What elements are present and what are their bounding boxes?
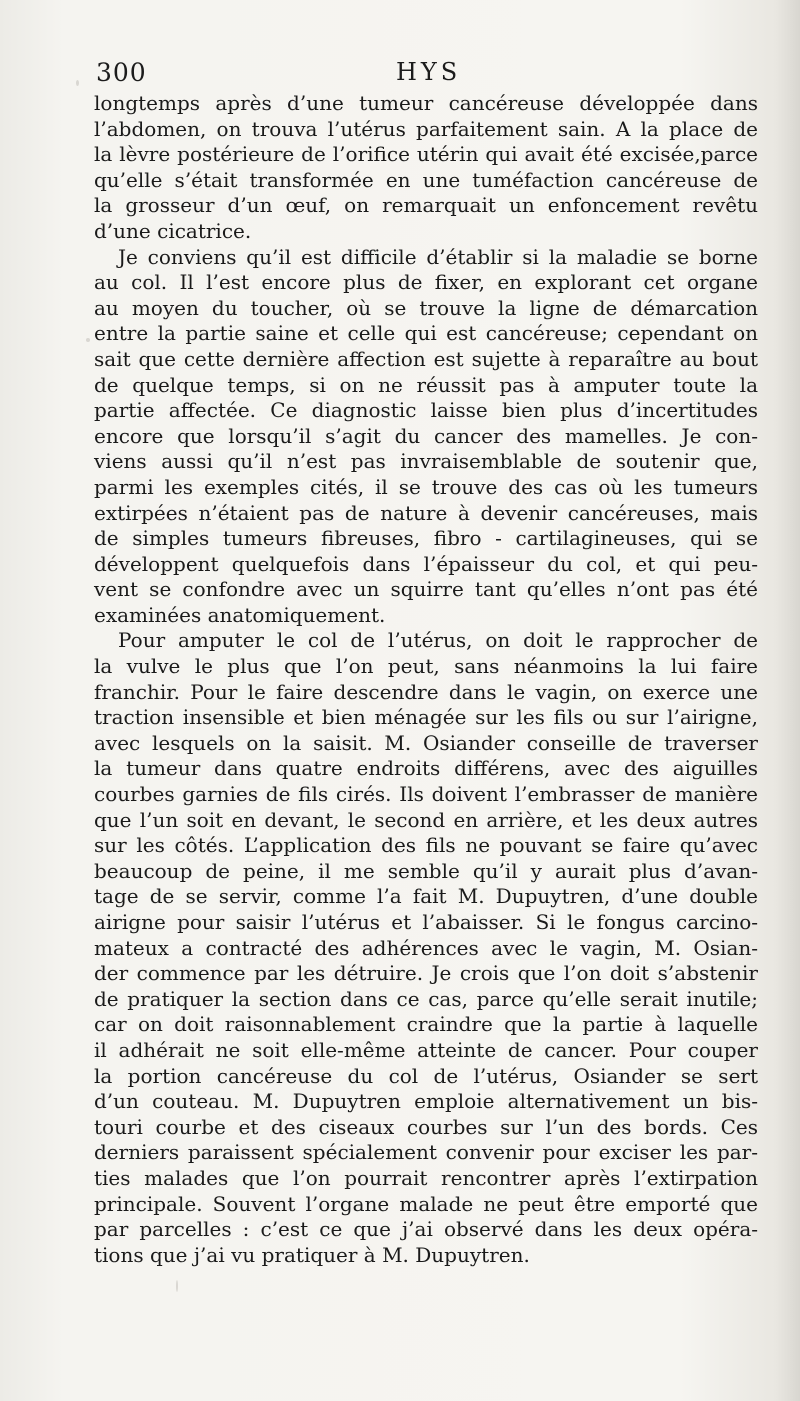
text-line: par parcelles : c’est ce que j’ai observé dans les deux opéra- <box>94 1217 758 1242</box>
text-line: de pratiquer la section dans ce cas, parce qu’elle serait inutile; <box>94 986 758 1011</box>
text-line: qu’elle s’était transformée en une tuméfaction cancéreuse de <box>94 167 758 192</box>
text-line: airigne pour saisir l’utérus et l’abaisser. Si le fongus carcino- <box>94 910 758 934</box>
text-line: développent quelquefois dans l’épaisseur du col, et qui peu- <box>94 551 758 576</box>
text-line: au moyen du toucher, où se trouve la ligne de démarcation <box>94 295 758 320</box>
text-line: tage de se servir, comme l’a fait M. Dupuytren, d’une double <box>94 884 758 909</box>
text-line: longtemps après d’une tumeur cancéreuse développée dans <box>94 91 758 115</box>
ink-speck <box>86 338 90 342</box>
text-line: parmi les exemples cités, il se trouve des cas où les tumeurs <box>94 474 758 499</box>
text-line: la portion cancéreuse du col de l’utérus, Osiander se sert <box>94 1063 758 1088</box>
text-line: sur les côtés. L’application des fils ne pouvant se faire qu’avec <box>94 833 758 858</box>
text-line: examinées anatomiquement. <box>94 602 386 627</box>
text-line: sait que cette dernière affection est sujette à reparaître au bout <box>94 346 758 371</box>
ink-speck <box>176 1280 178 1292</box>
text-line: la vulve le plus que l’on peut, sans néanmoins la lui faire <box>94 654 758 679</box>
text-line: vent se confondre avec un squirre tant qu’elles n’ont pas été <box>94 577 758 602</box>
text-line: partie affectée. Ce diagnostic laisse bien plus d’incertitudes <box>94 398 758 423</box>
text-line: il adhérait ne soit elle-même atteinte de cancer. Pour couper <box>94 1037 758 1062</box>
text-line: la tumeur dans quatre endroits différens, avec des aiguilles <box>94 756 758 781</box>
text-line: ties malades que l’on pourrait rencontrer après l’extirpation <box>94 1165 758 1190</box>
ink-speck <box>76 80 79 86</box>
text-line: encore que lorsqu’il s’agit du cancer des mamelles. Je con- <box>94 423 758 448</box>
text-line: l’abdomen, on trouva l’utérus parfaitement sain. A la place de <box>94 116 758 141</box>
text-line: beaucoup de peine, il me semble qu’il y aurait plus d’avan- <box>94 858 758 883</box>
text-line: tions que j’ai vu pratiquer à M. Dupuytren. <box>94 1242 530 1267</box>
text-line: Je conviens qu’il est difficile d’établir si la maladie se borne <box>118 244 758 269</box>
running-head: HYS <box>396 58 462 86</box>
text-line: entre la partie saine et celle qui est cancéreuse; cependant on <box>94 321 758 346</box>
text-line: courbes garnies de fils cirés. Ils doivent l’embrasser de manière <box>94 782 758 807</box>
text-line: Pour amputer le col de l’utérus, on doit le rapprocher de <box>118 628 758 653</box>
text-line: mateux a contracté des adhérences avec le vagin, M. Osian- <box>94 935 758 960</box>
text-line: d’une cicatrice. <box>94 218 252 243</box>
text-line: extirpées n’étaient pas de nature à devenir cancéreuses, mais <box>94 500 758 525</box>
text-line: avec lesquels on la saisit. M. Osiander conseille de traverser <box>94 730 758 755</box>
text-line: de quelque temps, si on ne réussit pas à amputer toute la <box>94 372 758 397</box>
text-line: car on doit raisonnablement craindre que la partie à laquelle <box>94 1012 758 1037</box>
text-line: derniers paraissent spécialement convenir pour exciser les par- <box>94 1140 758 1165</box>
text-line: principale. Souvent l’organe malade ne peut être emporté que <box>94 1191 758 1216</box>
text-line: der commence par les détruire. Je crois que l’on doit s’abstenir <box>94 961 758 986</box>
text-line: touri courbe et des ciseaux courbes sur l’un des bords. Ces <box>94 1114 758 1139</box>
text-line: franchir. Pour le faire descendre dans le vagin, on exerce une <box>94 679 758 704</box>
text-line: viens aussi qu’il n’est pas invraisemblable de soutenir que, <box>94 449 758 474</box>
text-line: d’un couteau. M. Dupuytren emploie alternativement un bis- <box>94 1089 758 1114</box>
text-line: traction insensible et bien ménagée sur les fils ou sur l’airigne, <box>94 705 758 730</box>
text-line: au col. Il l’est encore plus de fixer, en explorant cet organe <box>94 270 758 295</box>
page-number: 300 <box>96 58 147 87</box>
body-text <box>94 91 758 1268</box>
text-line: la grosseur d’un œuf, on remarquait un enfoncement revêtu <box>94 193 758 218</box>
text-line: de simples tumeurs fibreuses, fibro - cartilagineuses, qui se <box>94 526 758 551</box>
page-header <box>96 58 756 92</box>
text-line: que l’un soit en devant, le second en arrière, et les deux autres <box>94 807 758 832</box>
text-line: la lèvre postérieure de l’orifice utérin qui avait été excisée,parce <box>94 142 758 167</box>
